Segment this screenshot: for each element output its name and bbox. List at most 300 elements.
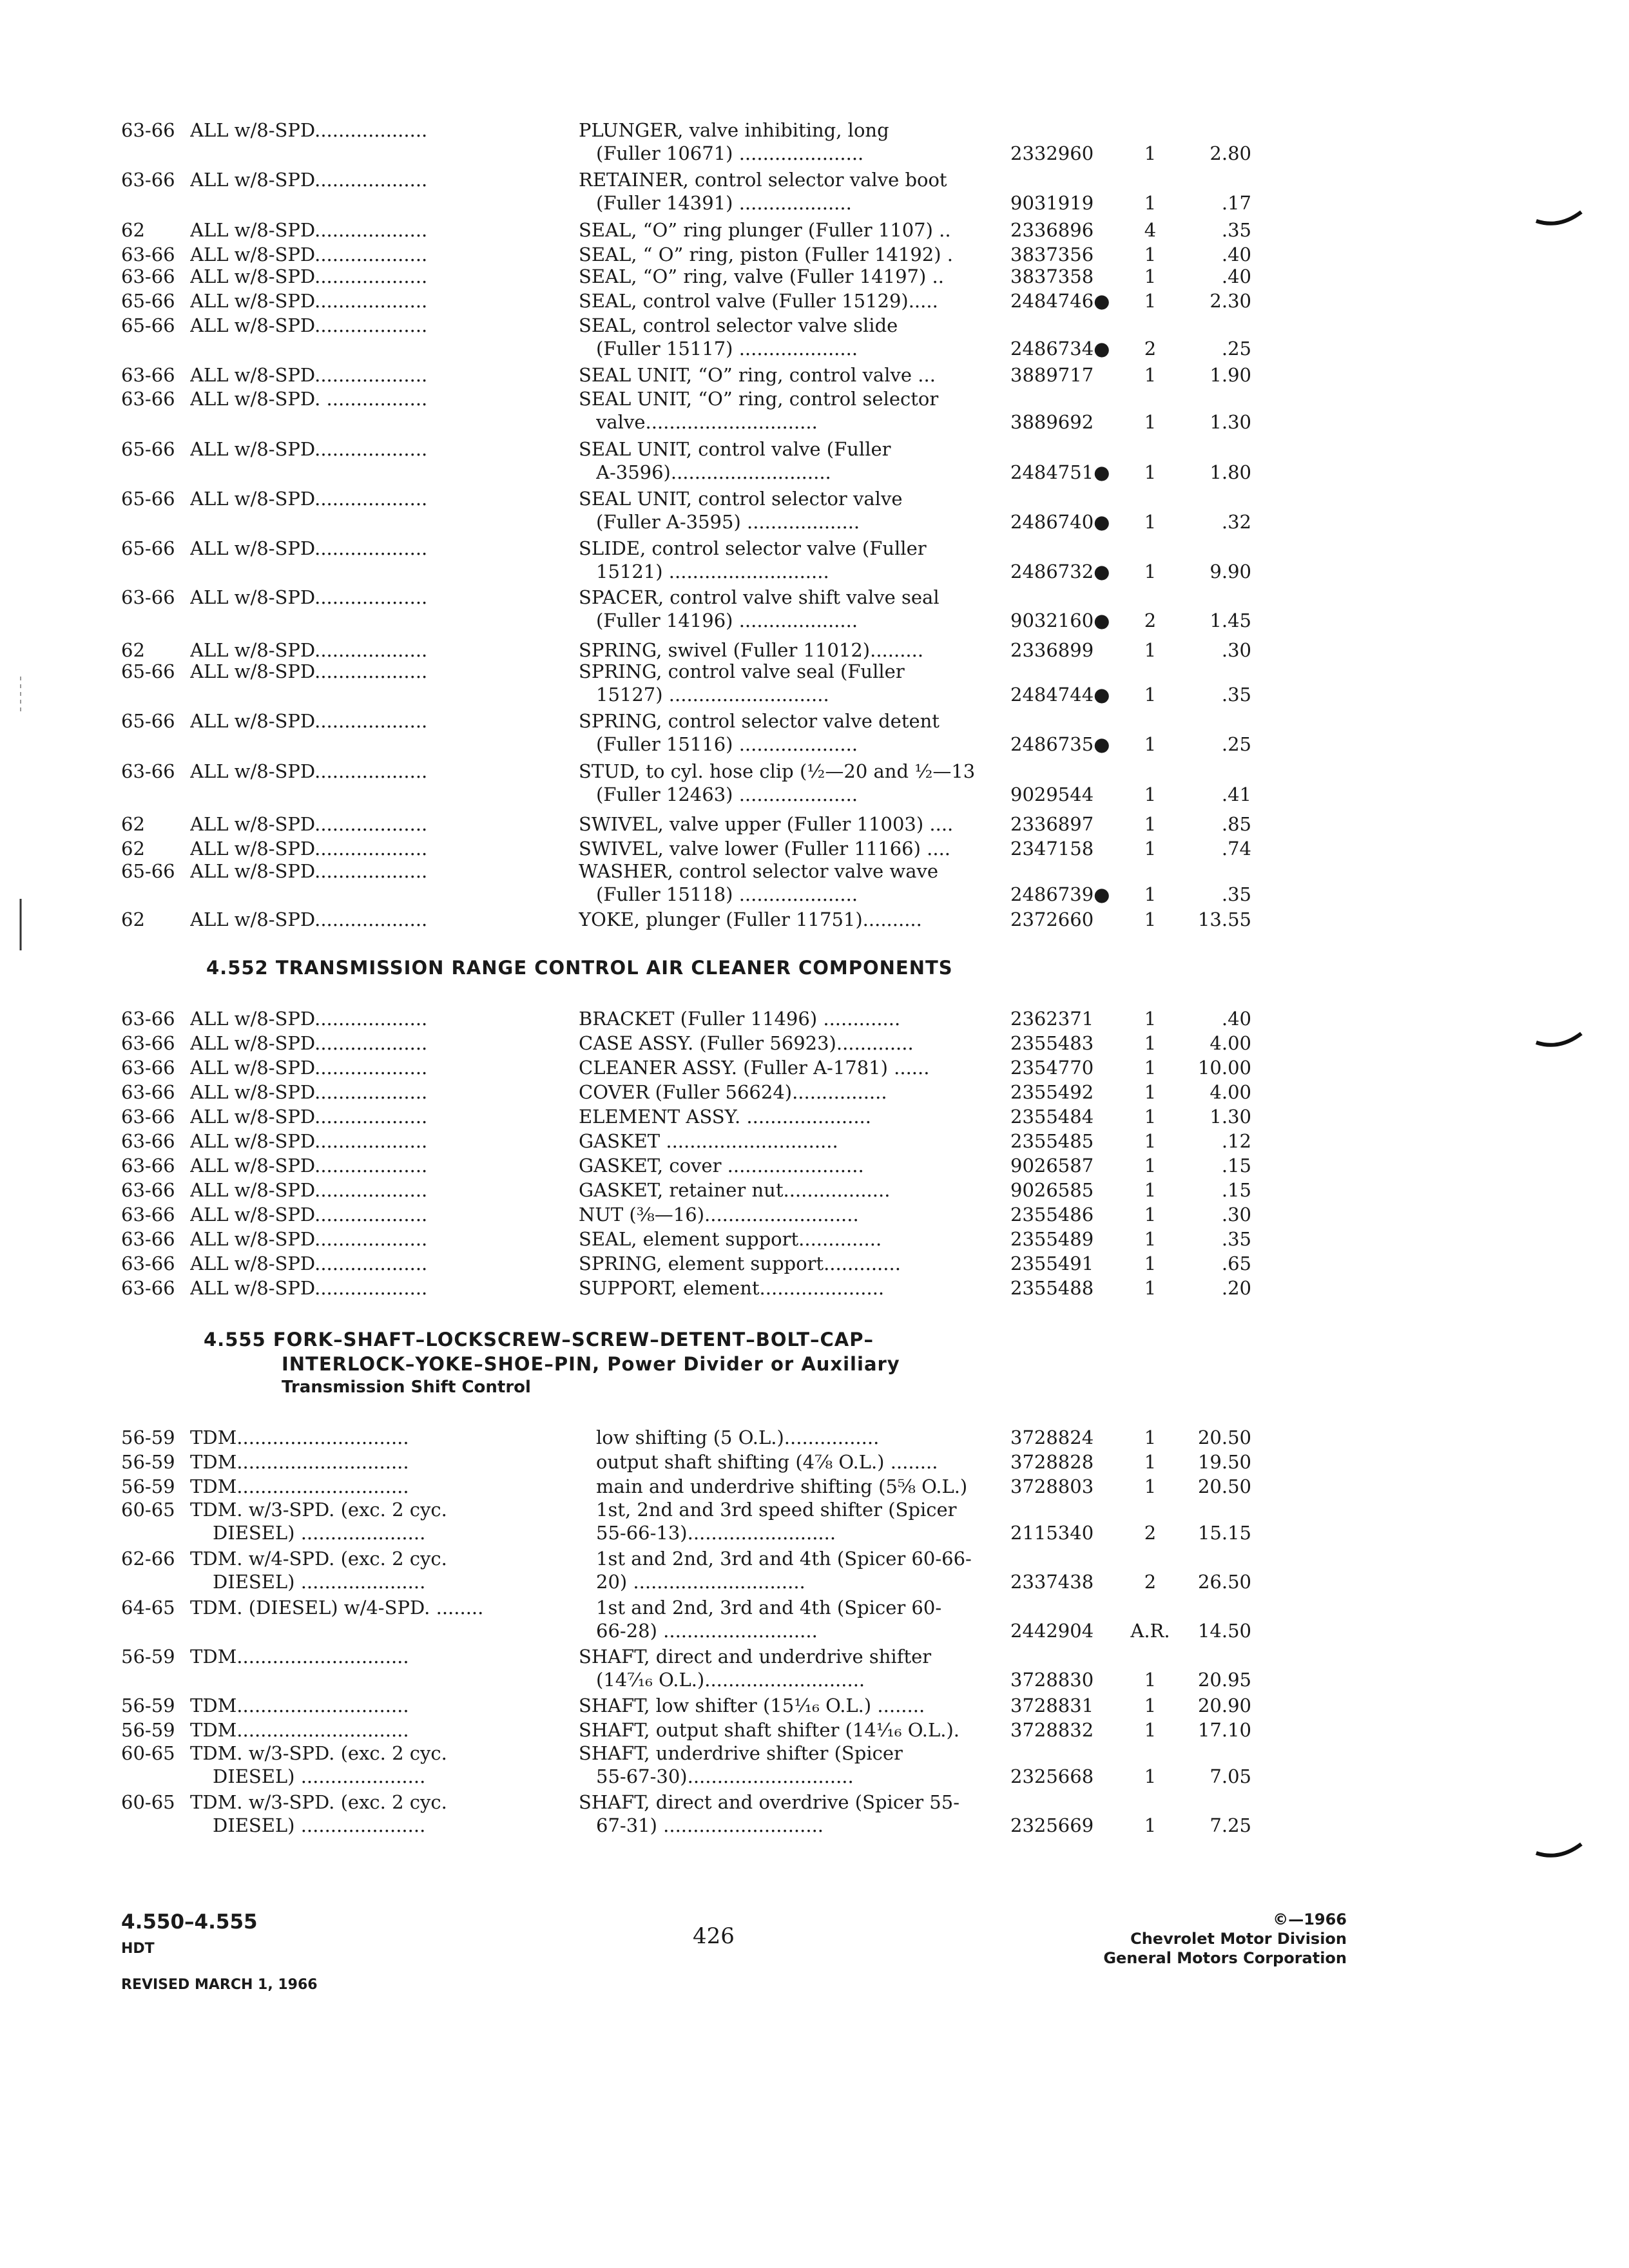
quantity: 2 [1144, 1571, 1157, 1593]
parts-row-line [0, 1104, 1629, 1129]
parts-row-line [0, 536, 1629, 561]
year: 63-66 [121, 1179, 175, 1201]
description-cont: 15127) ........................... [596, 684, 829, 706]
price: .40 [1221, 265, 1251, 287]
price: .25 [1221, 733, 1251, 755]
quantity: 1 [1144, 1106, 1157, 1128]
year: 62 [121, 908, 145, 930]
parts-row-line [0, 1790, 1629, 1814]
part-number: 2486735● [1010, 733, 1110, 755]
quantity: 1 [1144, 1427, 1157, 1448]
part-number: 9029544 [1010, 783, 1094, 805]
year: 60-65 [121, 1499, 175, 1521]
quantity: 1 [1144, 1719, 1157, 1741]
part-number: 9032160● [1010, 610, 1110, 631]
description: CLEANER ASSY. (Fuller A-1781) ...... [579, 1057, 930, 1079]
model: ALL w/8-SPD................... [190, 813, 428, 835]
description: SEAL, “O” ring plunger (Fuller 1107) .. [579, 219, 951, 241]
parts-row-line [0, 410, 1629, 434]
quantity: 1 [1144, 1695, 1157, 1716]
quantity: 1 [1144, 1204, 1157, 1225]
quantity: 1 [1144, 1277, 1157, 1299]
year: 63-66 [121, 1032, 175, 1054]
price: .35 [1221, 684, 1251, 706]
parts-row-line [0, 709, 1629, 733]
part-number: 9026585 [1010, 1179, 1094, 1201]
part-number: 2355484 [1010, 1106, 1094, 1128]
part-number: 2325669 [1010, 1814, 1094, 1836]
parts-row-line [0, 313, 1629, 338]
quantity: 1 [1144, 1008, 1157, 1030]
parts-row-line [0, 363, 1629, 387]
price: 1.90 [1210, 364, 1251, 386]
year: 56-59 [121, 1695, 175, 1716]
price: 7.25 [1210, 1814, 1251, 1836]
year: 60-65 [121, 1791, 175, 1813]
description-cont: (Fuller 12463) .................... [596, 783, 858, 805]
parts-row-line [0, 659, 1629, 684]
price: 4.00 [1210, 1081, 1251, 1103]
quantity: 1 [1144, 364, 1157, 386]
quantity: 1 [1144, 244, 1157, 265]
year: 56-59 [121, 1475, 175, 1497]
year: 63-66 [121, 586, 175, 608]
price: .74 [1221, 838, 1251, 860]
model-cont: DIESEL) ..................... [213, 1522, 426, 1544]
parts-row-line [0, 836, 1629, 861]
quantity: 1 [1144, 1253, 1157, 1274]
year: 63-66 [121, 1228, 175, 1250]
section-heading-4-555-line2: INTERLOCK–YOKE–SHOE–PIN, Power Divider or Auxiliary [282, 1353, 900, 1375]
part-number: 3728803 [1010, 1475, 1094, 1497]
parts-row-line [0, 1202, 1629, 1227]
year: 65-66 [121, 438, 175, 460]
parts-row-line [0, 1521, 1629, 1545]
description: SEAL UNIT, “O” ring, control selector [579, 388, 939, 410]
model: ALL w/8-SPD................... [190, 219, 428, 241]
description: SEAL, control valve (Fuller 15129)..... [579, 290, 938, 312]
part-number: 3728828 [1010, 1451, 1094, 1473]
part-number: 2336899 [1010, 639, 1094, 661]
model: ALL w/8-SPD................... [190, 1204, 428, 1225]
parts-row-line [0, 859, 1629, 883]
part-number: 2442904 [1010, 1620, 1094, 1642]
section-heading-4-555-line3: Transmission Shift Control [282, 1378, 531, 1397]
year: 63-66 [121, 1277, 175, 1299]
model: TDM. w/3-SPD. (exc. 2 cyc. [190, 1499, 447, 1521]
year: 63-66 [121, 1130, 175, 1152]
part-number: 2355488 [1010, 1277, 1094, 1299]
binding-mark [1534, 1031, 1585, 1057]
price: 1.45 [1210, 610, 1251, 631]
description-cont: main and underdrive shifting (5⅝ O.L.) [596, 1475, 968, 1497]
description: SEAL UNIT, control selector valve [579, 488, 903, 510]
model: ALL w/8-SPD................... [190, 838, 428, 860]
year: 65-66 [121, 537, 175, 559]
model: TDM............................. [190, 1427, 409, 1448]
parts-row-line [0, 1813, 1629, 1838]
model: ALL w/8-SPD................... [190, 908, 428, 930]
price: 7.05 [1210, 1765, 1251, 1787]
price: 10.00 [1197, 1057, 1251, 1079]
model: ALL w/8-SPD................... [190, 364, 428, 386]
price: .32 [1221, 511, 1251, 533]
year: 63-66 [121, 1008, 175, 1030]
page-number: 426 [693, 1923, 735, 1949]
parts-row-line [0, 1546, 1629, 1571]
description-cont: (Fuller 10671) ..................... [596, 142, 864, 164]
part-number: 2355485 [1010, 1130, 1094, 1152]
description: SPACER, control valve shift valve seal [579, 586, 940, 608]
parts-row-line [0, 608, 1629, 633]
price: 14.50 [1197, 1620, 1251, 1642]
description: CASE ASSY. (Fuller 56923)............. [579, 1032, 914, 1054]
part-number: 9031919 [1010, 192, 1094, 214]
binding-mark [1534, 209, 1585, 235]
quantity: 1 [1144, 411, 1157, 433]
parts-row-line [0, 585, 1629, 610]
description: GASKET ............................. [579, 1130, 838, 1152]
part-number: 2355491 [1010, 1253, 1094, 1274]
model: ALL w/8-SPD................... [190, 314, 428, 336]
year: 65-66 [121, 488, 175, 510]
parts-row-line [0, 682, 1629, 707]
description: SHAFT, underdrive shifter (Spicer [579, 1742, 903, 1764]
quantity: 1 [1144, 813, 1157, 835]
quantity: 1 [1144, 1669, 1157, 1691]
description: SUPPORT, element..................... [579, 1277, 885, 1299]
quantity: 1 [1144, 1814, 1157, 1836]
model: ALL w/8-SPD................... [190, 119, 428, 141]
model: ALL w/8-SPD................... [190, 169, 428, 191]
parts-row-line [0, 1153, 1629, 1178]
quantity: 1 [1144, 1130, 1157, 1152]
quantity: 1 [1144, 1081, 1157, 1103]
part-number: 2355492 [1010, 1081, 1094, 1103]
quantity: 2 [1144, 1522, 1157, 1544]
model: ALL w/8-SPD................... [190, 760, 428, 782]
description: WASHER, control selector valve wave [579, 860, 939, 882]
part-number: 3728832 [1010, 1719, 1094, 1741]
description: BRACKET (Fuller 11496) ............. [579, 1008, 901, 1030]
part-number: 2484744● [1010, 684, 1110, 706]
price: 2.80 [1210, 142, 1251, 164]
price: .15 [1221, 1155, 1251, 1177]
scan-mark [18, 677, 23, 715]
parts-row-line [0, 1474, 1629, 1499]
section-heading-4-555-line1: 4.555 FORK–SHAFT–LOCKSCREW–SCREW–DETENT–BOLT–CAP– [204, 1329, 874, 1350]
price: .20 [1221, 1277, 1251, 1299]
parts-row-line [0, 1425, 1629, 1450]
model: ALL w/8-SPD................... [190, 244, 428, 265]
part-number: 2484746● [1010, 290, 1110, 312]
quantity: 1 [1144, 192, 1157, 214]
model: TDM............................. [190, 1475, 409, 1497]
description: SPRING, control selector valve detent [579, 710, 940, 732]
year: 63-66 [121, 388, 175, 410]
year: 63-66 [121, 760, 175, 782]
price: 1.30 [1210, 411, 1251, 433]
parts-row-line [0, 1644, 1629, 1669]
description-cont: 1st and 2nd, 3rd and 4th (Spicer 60- [596, 1597, 942, 1619]
model: ALL w/8-SPD................... [190, 1228, 428, 1250]
year: 56-59 [121, 1451, 175, 1473]
year: 60-65 [121, 1742, 175, 1764]
model: ALL w/8-SPD................... [190, 586, 428, 608]
model: ALL w/8-SPD................... [190, 1057, 428, 1079]
model: ALL w/8-SPD................... [190, 639, 428, 661]
binding-mark [1534, 1841, 1585, 1867]
part-number: 2355483 [1010, 1032, 1094, 1054]
parts-row-line [0, 1178, 1629, 1202]
model: ALL w/8-SPD................... [190, 860, 428, 882]
quantity: 1 [1144, 1179, 1157, 1201]
parts-row-line [0, 1718, 1629, 1742]
price: .30 [1221, 1204, 1251, 1225]
parts-row-line [0, 1276, 1629, 1300]
year: 63-66 [121, 265, 175, 287]
description-cont: (Fuller 15116) .................... [596, 733, 858, 755]
part-number: 2355486 [1010, 1204, 1094, 1225]
part-number: 2362371 [1010, 1008, 1094, 1030]
description: SLIDE, control selector valve (Fuller [579, 537, 927, 559]
price: 9.90 [1210, 561, 1251, 582]
part-number: 2336896 [1010, 219, 1094, 241]
part-number: 3728830 [1010, 1669, 1094, 1691]
parts-row-line [0, 1227, 1629, 1251]
model-cont: DIESEL) ..................... [213, 1814, 426, 1836]
price: 1.80 [1210, 461, 1251, 483]
model-cont: DIESEL) ..................... [213, 1571, 426, 1593]
parts-row-line [0, 486, 1629, 511]
model: TDM. w/3-SPD. (exc. 2 cyc. [190, 1742, 447, 1764]
parts-row-line [0, 1129, 1629, 1153]
description: SWIVEL, valve lower (Fuller 11166) .... [579, 838, 951, 860]
year: 62-66 [121, 1548, 175, 1570]
model: ALL w/8-SPD................... [190, 1081, 428, 1103]
parts-row-line [0, 1450, 1629, 1474]
model: ALL w/8-SPD................... [190, 1032, 428, 1054]
description: NUT (⅜—16).......................... [579, 1204, 859, 1225]
description-cont: 15121) ........................... [596, 561, 829, 582]
price: 26.50 [1197, 1571, 1251, 1593]
footer-corporation: General Motors Corporation [1103, 1949, 1347, 1967]
parts-row-line [0, 141, 1629, 166]
quantity: 1 [1144, 142, 1157, 164]
parts-row-line [0, 191, 1629, 215]
parts-row-line [0, 387, 1629, 411]
parts-row-line [0, 1497, 1629, 1522]
quantity: 1 [1144, 908, 1157, 930]
part-number: 2486734● [1010, 338, 1110, 360]
price: .85 [1221, 813, 1251, 835]
price: .35 [1221, 219, 1251, 241]
description: YOKE, plunger (Fuller 11751).......... [579, 908, 922, 930]
parts-row-line [0, 1080, 1629, 1104]
quantity: 2 [1144, 338, 1157, 360]
parts-row-line [0, 1006, 1629, 1031]
parts-row-line [0, 289, 1629, 313]
price: 19.50 [1197, 1451, 1251, 1473]
description: SEAL, control selector valve slide [579, 314, 898, 336]
model: TDM. w/4-SPD. (exc. 2 cyc. [190, 1548, 447, 1570]
price: 17.10 [1197, 1719, 1251, 1741]
description: SHAFT, direct and overdrive (Spicer 55- [579, 1791, 960, 1813]
price: .35 [1221, 1228, 1251, 1250]
year: 63-66 [121, 119, 175, 141]
footer-section-range: 4.550–4.555 [121, 1910, 258, 1934]
model: ALL w/8-SPD. ................. [190, 388, 428, 410]
parts-row-line [0, 218, 1629, 242]
part-number: 2332960 [1010, 142, 1094, 164]
footer-hdt: HDT [121, 1941, 155, 1957]
model: ALL w/8-SPD................... [190, 488, 428, 510]
model: ALL w/8-SPD................... [190, 1179, 428, 1201]
description: GASKET, retainer nut.................. [579, 1179, 891, 1201]
model-cont: DIESEL) ..................... [213, 1765, 426, 1787]
parts-row-line [0, 782, 1629, 807]
price: .40 [1221, 1008, 1251, 1030]
description-cont: valve............................. [596, 411, 818, 433]
quantity: 1 [1144, 290, 1157, 312]
description-cont: 55-67-30)............................ [596, 1765, 854, 1787]
year: 62 [121, 639, 145, 661]
model: ALL w/8-SPD................... [190, 1130, 428, 1152]
price: 20.95 [1197, 1669, 1251, 1691]
description-cont: (Fuller 15117) .................... [596, 338, 858, 360]
model: ALL w/8-SPD................... [190, 660, 428, 682]
description: GASKET, cover ....................... [579, 1155, 864, 1177]
description: SEAL UNIT, “O” ring, control valve ... [579, 364, 936, 386]
parts-row-line [0, 460, 1629, 485]
description: SPRING, element support............. [579, 1253, 901, 1274]
model: ALL w/8-SPD................... [190, 438, 428, 460]
description: ELEMENT ASSY. ..................... [579, 1106, 871, 1128]
price: 15.15 [1197, 1522, 1251, 1544]
description: PLUNGER, valve inhibiting, long [579, 119, 889, 141]
part-number: 2486740● [1010, 511, 1110, 533]
year: 63-66 [121, 1155, 175, 1177]
year: 56-59 [121, 1719, 175, 1741]
quantity: 1 [1144, 733, 1157, 755]
model: ALL w/8-SPD................... [190, 710, 428, 732]
parts-row-line [0, 1693, 1629, 1718]
parts-row-line [0, 907, 1629, 932]
year: 63-66 [121, 1057, 175, 1079]
parts-row-line [0, 336, 1629, 361]
quantity: 1 [1144, 684, 1157, 706]
description-cont: low shifting (5 O.L.)................ [596, 1427, 880, 1448]
price: .17 [1221, 192, 1251, 214]
price: .41 [1221, 783, 1251, 805]
description: SEAL, element support.............. [579, 1228, 882, 1250]
quantity: 1 [1144, 561, 1157, 582]
parts-row-line [0, 1741, 1629, 1765]
parts-row-line [0, 437, 1629, 461]
part-number: 3837358 [1010, 265, 1094, 287]
description: SPRING, swivel (Fuller 11012)......... [579, 639, 924, 661]
footer-division: Chevrolet Motor Division [1130, 1930, 1347, 1948]
description: STUD, to cyl. hose clip (½—20 and ½—13 [579, 760, 976, 782]
part-number: 2325668 [1010, 1765, 1094, 1787]
description-cont: 1st, 2nd and 3rd speed shifter (Spicer [596, 1499, 957, 1521]
model: TDM............................. [190, 1719, 409, 1741]
quantity: 1 [1144, 783, 1157, 805]
description: SEAL, “O” ring, valve (Fuller 14197) .. [579, 265, 944, 287]
year: 63-66 [121, 1081, 175, 1103]
price: .65 [1221, 1253, 1251, 1274]
parts-row-line [0, 882, 1629, 907]
year: 64-65 [121, 1597, 175, 1619]
year: 65-66 [121, 290, 175, 312]
description-cont: (Fuller 15118) .................... [596, 883, 858, 905]
quantity: 1 [1144, 1057, 1157, 1079]
parts-row-line [0, 812, 1629, 836]
description-cont: (Fuller 14196) .................... [596, 610, 858, 631]
quantity: 1 [1144, 461, 1157, 483]
part-number: 2486732● [1010, 561, 1110, 582]
year: 56-59 [121, 1427, 175, 1448]
price: 20.50 [1197, 1475, 1251, 1497]
year: 65-66 [121, 860, 175, 882]
parts-row-line [0, 759, 1629, 783]
price: .12 [1221, 1130, 1251, 1152]
model: TDM. (DIESEL) w/4-SPD. ........ [190, 1597, 484, 1619]
part-number: 3889692 [1010, 411, 1094, 433]
year: 65-66 [121, 660, 175, 682]
year: 62 [121, 219, 145, 241]
year: 62 [121, 838, 145, 860]
price: 2.30 [1210, 290, 1251, 312]
model: ALL w/8-SPD................... [190, 1106, 428, 1128]
part-number: 2354770 [1010, 1057, 1094, 1079]
quantity: 1 [1144, 1451, 1157, 1473]
year: 63-66 [121, 244, 175, 265]
scan-mark [18, 899, 23, 950]
part-number: 9026587 [1010, 1155, 1094, 1177]
description: SEAL UNIT, control valve (Fuller [579, 438, 891, 460]
part-number: 3837356 [1010, 244, 1094, 265]
parts-row-line [0, 732, 1629, 756]
parts-row-line [0, 168, 1629, 192]
parts-row-line [0, 1570, 1629, 1594]
quantity: 1 [1144, 1475, 1157, 1497]
quantity: 4 [1144, 219, 1157, 241]
year: 63-66 [121, 169, 175, 191]
quantity: 1 [1144, 511, 1157, 533]
footer-copyright: ©—1966 [1273, 1910, 1347, 1928]
section-heading-4-552: 4.552 TRANSMISSION RANGE CONTROL AIR CLEANER COMPONENTS [206, 957, 953, 979]
description-cont: (Fuller 14391) ................... [596, 192, 852, 214]
parts-row-line [0, 118, 1629, 142]
price: .35 [1221, 883, 1251, 905]
year: 63-66 [121, 1253, 175, 1274]
model: TDM............................. [190, 1695, 409, 1716]
description-cont: 67-31) ........................... [596, 1814, 824, 1836]
description: SEAL, “ O” ring, piston (Fuller 14192) . [579, 244, 953, 265]
quantity: 1 [1144, 1228, 1157, 1250]
price: 13.55 [1197, 908, 1251, 930]
model: ALL w/8-SPD................... [190, 1277, 428, 1299]
part-number: 2336897 [1010, 813, 1094, 835]
description-cont: 55-66-13)......................... [596, 1522, 836, 1544]
part-number: 3728824 [1010, 1427, 1094, 1448]
description-cont: 20) ............................. [596, 1571, 805, 1593]
model: TDM. w/3-SPD. (exc. 2 cyc. [190, 1791, 447, 1813]
price: 4.00 [1210, 1032, 1251, 1054]
description-cont: (14⁷⁄₁₆ O.L.)........................... [596, 1669, 865, 1691]
part-number: 2355489 [1010, 1228, 1094, 1250]
